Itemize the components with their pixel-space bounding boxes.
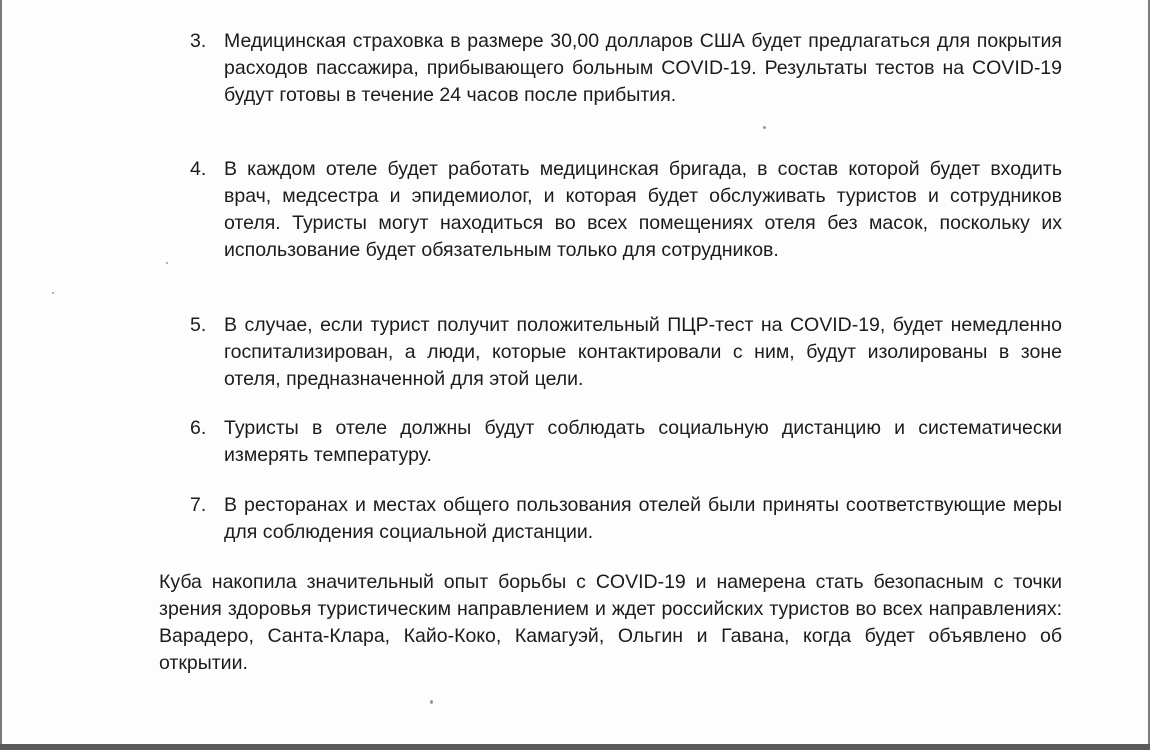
list-item-text: Медицинская страховка в размере 30,00 долларов США будет предлагаться для покрытия расходов пассажира, прибывающего больным COVID-19. Результаты тестов на COVID-19 будут готовы в течение 24 часов после прибытия.	[224, 30, 1062, 106]
list-item-number: 5.	[190, 314, 207, 336]
page-left-edge	[0, 0, 2, 750]
list-item	[190, 156, 1062, 264]
list-item-text: В ресторанах и местах общего пользования отелей были приняты соответствующие меры для соблюдения социальной дистанции.	[224, 494, 1062, 543]
list-item-text: В случае, если турист получит положительный ПЦР-тест на COVID-19, будет немедленно госпитализирован, а люди, которые контактировали с ним, будут изолированы в зоне отеля, предназначенной для этой цели.	[224, 314, 1062, 390]
scan-speck	[763, 126, 766, 129]
list-item	[190, 415, 1062, 469]
list-item-number: 7.	[190, 494, 207, 516]
list-item-text: Туристы в отеле должны будут соблюдать социальную дистанцию и систематически измерять температуру.	[224, 417, 1062, 466]
scan-speck	[166, 262, 168, 264]
list-item-text: В каждом отеле будет работать медицинская бригада, в состав которой будет входить врач, медсестра и эпидемиолог, и которая будет обслуживать туристов и сотрудников отеля. Туристы могут находиться во всех помещениях отеля без масок, поскольку их использование будет обязательным только для сотрудников.	[224, 158, 1062, 261]
closing-paragraph: Куба накопила значительный опыт борьбы с COVID-19 и намерена стать безопасным с точки зрения здоровья туристическим направлением и ждет российских туристов во всех направлениях: Варадеро, Санта-Клара, Кайо-Коко, Камагуэй, Ольгин и Гавана, когда будет объявлено об открытии.	[159, 571, 1062, 674]
scan-speck	[430, 700, 433, 704]
list-item-number: 4.	[190, 158, 207, 180]
scan-speck	[52, 292, 54, 294]
list-item	[190, 492, 1062, 546]
list-item-number: 3.	[190, 30, 207, 52]
page-bottom-edge	[0, 744, 1150, 750]
list-item-number: 6.	[190, 417, 207, 439]
list-item	[190, 312, 1062, 393]
list-item	[190, 28, 1062, 109]
